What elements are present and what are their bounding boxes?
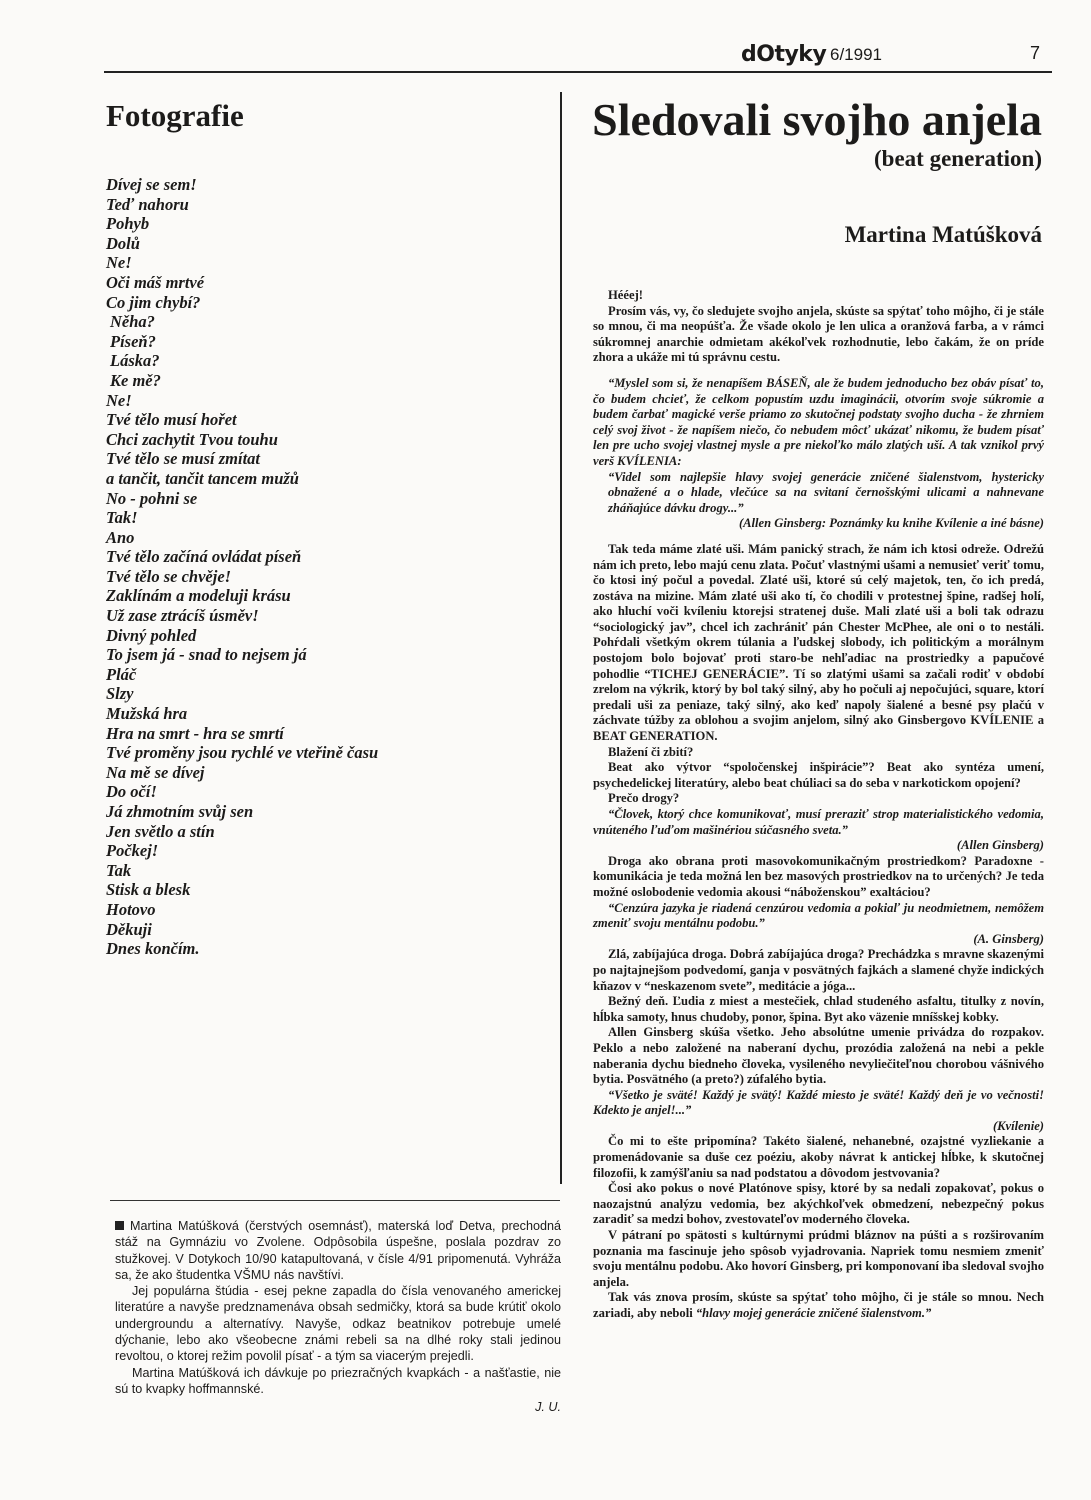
poem-line: Co jim chybí? — [106, 292, 201, 312]
bio-rule — [110, 1200, 560, 1201]
article-paragraph: Zlá, zabíjajúca droga. Dobrá zabíjajúca droga? Prechádzka s mravne skazenými po najtajnejšom podvedomí, ganja v posvätných fajkách a slamené chyže indických kňazov v “neskazenom svete”, meditácie a jóga... — [593, 947, 1044, 993]
poem-line: Chci zachytit Tvou touhu — [106, 429, 278, 449]
poem-line: Hra na smrt - hra se smrtí — [106, 723, 284, 743]
article-paragraph: Čo mi to ešte pripomína? Takéto šialené, nehanebné, ozajstné vyzliekanie a promenádovanie sa duše cez poéziu, akoby návrat k antickej hĺbke, k skutočnej filozofii, k zamýšľaniu sa nad podstatou a dôvodom jestvovania? — [593, 1134, 1044, 1180]
quote-source: (Kvílenie) — [992, 1118, 1044, 1133]
article-subtitle: (beat generation) — [874, 146, 1042, 171]
quote: “Človek, ktorý chce komunikovať, musí preraziť strop materialistického vedomia, vnúteného ľuďom mašinériou súčasného sveta.” — [593, 807, 1044, 837]
bio-signature: J. U. — [535, 1400, 561, 1415]
closing-text: Tak vás znova prosím, skúste sa spýtať toho môjho, či je stále so mnou. Nech zariadi, aby neboli — [593, 1290, 1044, 1320]
poem-line: No - pohni se — [106, 488, 198, 508]
article-paragraph: Droga ako obrana proti masovokomunikačným prostriedkom? Paradoxne - komunikácia je teda možná len bez masových prostriedkov na to určených? Je teda možné oslobodenie vedomia akousi “náboženskou” exaltáciou? — [593, 853, 1044, 899]
poem-line: Na mě se dívej — [106, 762, 205, 782]
poem-line: Pláč — [106, 664, 137, 684]
poem-line: Tvé tělo se musí zmítat — [106, 449, 260, 469]
quote: “Myslel som si, že nenapíšem BÁSEŇ, ale že budem jednoducho bez obáv písať to, čo budem chcieť, že celkom popustím uzdu imaginácii, otvorím svoje súkromie a budem čarbať magické verše priamo zo skutočnej podstaty svojho ducha - že zhrniem celý svoj život - že napíšem niečo, čo nebudem môcť ukázať nikomu, že budem písať len pre ucho svojej vlastnej mysle a pre niekoľko málo zlatých uší. A tak vznikol prvý verš KVÍLENIA: — [593, 375, 1044, 468]
poem-line: Dolů — [106, 233, 140, 253]
poem-line: Tvé tělo začíná ovládat píseň — [106, 547, 302, 567]
poem-line: Ano — [106, 527, 135, 547]
poem-line: Tvé tělo se chvěje! — [106, 566, 232, 586]
closing-quote: “hlavy mojej generácie zničené šialenstvom.” — [695, 1306, 932, 1320]
poem-line: Něha? — [110, 312, 155, 332]
article-paragraph: Prosím vás, vy, čo sledujete svojho anjela, skúste sa spýtať toho môjho, či je stále so mnou, či ma neopúšťa. Že všade okolo je len ulica a oranžová farba, a v rámci súkromnej anarchie odmietam akékoľvek rozhodnutie, lebo čakám, že on príde zhora a ukáže mi tú správnu cestu. — [593, 303, 1044, 365]
poem-line: Teď nahoru — [106, 194, 189, 214]
quote-source: (Allen Ginsberg) — [956, 838, 1044, 853]
poem-line: Slzy — [106, 684, 134, 704]
header-rule — [104, 71, 1052, 73]
poem-line: Tvé proměny jsou rychlé ve vteřině času — [106, 743, 379, 763]
poem-line: Mužská hra — [106, 704, 188, 724]
poem-line: Divný pohled — [106, 625, 197, 645]
poem-line: Hotovo — [106, 899, 156, 919]
bio-text: Martina Matúšková (čerstvých osemnásť), materská loď Detva, prechodná stáž na Gymnáziu vo Zvolene. Odpôsobila úspešne, poslala pozdrav zo stužkovej. V Dotykoch 10/90 katapultovaná, v čísle 4/91 pripomenutá. Vyhráža sa, že ako študentka VŠMU nás navštívi. — [115, 1219, 561, 1282]
poem-line: Zaklínám a modeluji krásu — [106, 586, 291, 606]
poem-line: Dnes končím. — [106, 939, 200, 959]
bio-paragraph: Martina Matúšková ich dávkuje po priezračných kvapkách - a našťastie, nie sú to kvapky hoffmannské. — [115, 1365, 561, 1396]
magazine-logo: dOtyky — [741, 42, 827, 67]
poem-line: a tančit, tančit tancem mužů — [106, 468, 299, 488]
article-paragraph: Beat ako výtvor “spoločenskej inšpirácie”? Beat ako syntéza umení, psychedelickej literatúry, alebo beat chúliaci sa do seba v narkotickom opojení? — [593, 760, 1044, 790]
page-number: 7 — [1030, 43, 1041, 63]
poem-line: Už zase ztrácíš úsměv! — [106, 606, 259, 626]
poem-title: Fotografie — [106, 98, 244, 133]
poem-line: Láska? — [110, 351, 160, 371]
quote-verse: “Videl som najlepšie hlavy svojej generácie zničené šialenstvom, hystericky obnažené a o hlade, vlečúce sa na svitaní černošskými ulicami a nahnevane zháňajúce dávku drogy...” — [608, 469, 1044, 515]
poem-line: Tvé tělo musí hořet — [106, 410, 237, 430]
quote-source: (Allen Ginsberg: Poznámky ku knihe Kvílenie a iné básne) — [738, 516, 1044, 531]
poem-line: Oči máš mrtvé — [106, 272, 205, 292]
poem-line: Děkuji — [106, 919, 152, 939]
article-body — [593, 288, 1044, 1322]
poem-line: Ne! — [106, 253, 132, 273]
article-title: Sledovali svojho anjela — [592, 94, 1042, 145]
quote-source: (A. Ginsberg) — [973, 931, 1044, 946]
article-paragraph: Bežný deň. Ľudia z miest a mestečiek, chlad studeného asfaltu, titulky z novín, hĺbka samoty, hnus chudoby, ponor, špina. Byt ako väzenie mníšskej kobky. — [593, 994, 1044, 1024]
poem-line: Píseň? — [110, 331, 156, 351]
issue-number: 6/1991 — [830, 45, 882, 64]
poem-line: Stisk a blesk — [106, 880, 191, 900]
poem-line: Tak! — [106, 508, 138, 528]
poem-line: Počkej! — [106, 841, 159, 861]
poem-line: Ke mě? — [110, 370, 161, 390]
poem-line: Já zhmotním svůj sen — [106, 802, 254, 821]
article-paragraph: Allen Ginsberg skúša všetko. Jeho absolútne umenie privádza do rozpakov. Peklo a nebo založené na naberaní dychu, prozódia založená na nebi a pekle naberania dychu biedneho človeka, vysileného nevyliečiteľnou chorobou vášnivého bytia. Posvätného (a preto?) zúfalého bytia. — [593, 1025, 1044, 1087]
poem-line: Pohyb — [106, 214, 150, 234]
article-closing-paragraph — [593, 1290, 1044, 1321]
article-paragraph: V pátraní po spätosti s kultúrnymi prúdmi bláznov na púšti a s rozširovaním poznania ma fascinuje jeho spôsob vyjadrovania. Napriek tomu nesmiem zmeniť svoju mentálnu podobu. Ako hovorí Ginsberg, pri komponovaní iba sledoval svojho anjela. — [593, 1228, 1044, 1289]
article-paragraph: Tak teda máme zlaté uši. Mám panický strach, že nám ich ktosi odreže. Odrežú nám ich preto, lebo majú cenu zlata. Počuť vlastnými ušami a nemusieť veriť tomu, čo ktosi iný počul a povedal. Zlaté uši, ktoré sú celý majetok, ten, čo ich predá, zostáva na mizine. Mám zlaté uši ako tí, čo chodili v protestnej špine, radšej holí, ako hluchí voči kvíleniu ktorejsi stratenej duše. Mali zlaté uši a boli tak odrazu “sociologický jav”, chcel ich zachrániť pán Chester McPhee, ale oni o to nestáli. Pohŕdali všetkým okrem túlania a ľudskej slobody, ich politickým a morálnym postojom bolo bojovať proti staro-be nehľadiac na prostriedky a papučové pohodlie “TICHEJ GENERÁCIE”. Tí so zlatými ušami sa začali rodiť v období zrelom na výkrik, ktorý by bol taký silný, aby ho počuli aj nepočujúci, square, ktorí predali uši za peniaze, taký silný, ako keď napoly šialené a besné psy plačú v záchvate túžby za oblohou a svojim anjelom, silný ako Ginsbergovo KVÍLENIE a BEAT GENERATION. — [593, 541, 1044, 744]
article-paragraph: Čosi ako pokus o nové Platónove spisy, ktoré by sa nedali zopakovať, pokus o naozajstnú analýzu vedomia, bez akýchkoľvek obmedzení, nebezpečný pokus zaradiť sa medzi bohov, zvestovateľov moderného človeka. — [593, 1181, 1044, 1227]
bio-paragraph: Jej populárna štúdia - esej pekne zapadla do čísla venovaného americkej literatúre a navyše predznamenáva obsah sedmičky, ktorá sa bude krútiť okolo undergroundu a alternatívy. Navyše, odkaz beatnikov potrebuje umelé dýchanie, lebo ako všeobecne známi rebeli sa na dlhé roky stali jedinou revoltou, o ktorej režim povolil písať - a tým sa viacerým prejedli. — [115, 1284, 561, 1364]
author-bio — [115, 1218, 561, 1416]
poem-line: Jen světlo a stín — [106, 821, 215, 841]
column-divider — [560, 92, 562, 1184]
article-paragraph: Hééej! — [608, 288, 643, 302]
article-paragraph: Prečo drogy? — [608, 791, 680, 806]
poem-line: Do očí! — [106, 782, 157, 802]
poem-line: Dívej se sem! — [106, 175, 197, 194]
poem-line: Ne! — [106, 390, 132, 410]
poem-line: To jsem já - snad to nejsem já — [106, 645, 307, 665]
quote: “Cenzúra jazyka je riadená cenzúrou vedomia a pokiaľ ju neodmietnem, nemôžem zmeniť svoju mentálnu podobu.” — [593, 900, 1044, 931]
poem-line: Tak — [106, 860, 132, 880]
square-bullet-icon — [115, 1221, 124, 1230]
quote: “Všetko je sväté! Každý je svätý! Každé miesto je sväté! Každý deň je vo večnosti! Kdekto je anjel!...” — [593, 1087, 1044, 1118]
poem — [106, 175, 526, 959]
article-paragraph: Blažení či zbití? — [608, 744, 694, 759]
bio-paragraph — [115, 1218, 561, 1283]
article-author: Martina Matúšková — [844, 222, 1042, 247]
